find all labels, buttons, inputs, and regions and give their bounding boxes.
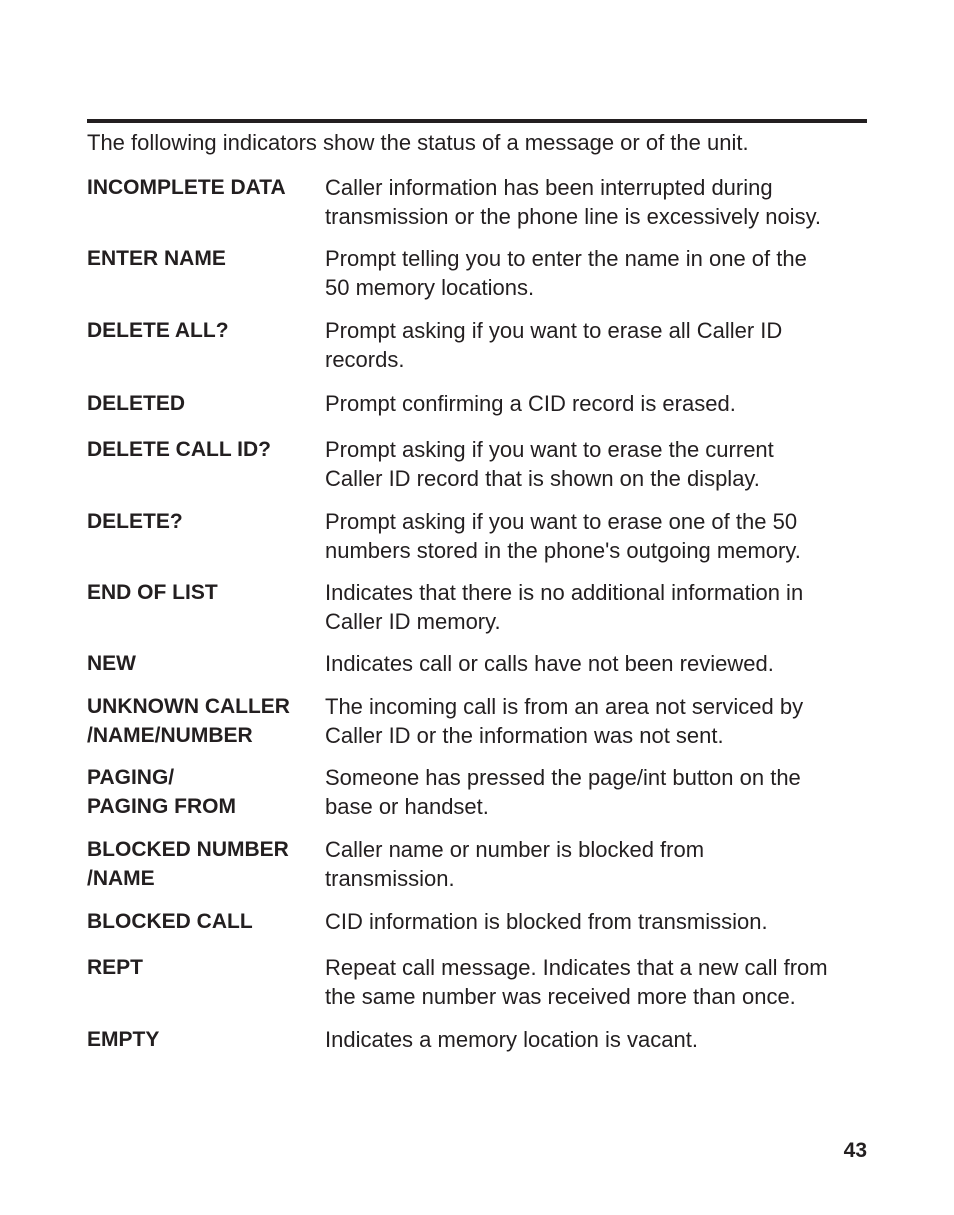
- page-number: 43: [843, 1139, 867, 1162]
- indicator-term: EMPTY: [87, 1028, 160, 1051]
- indicator-description: Indicates call or calls have not been reviewed.: [325, 651, 774, 676]
- top-rule: [87, 119, 867, 123]
- indicator-description: Repeat call message. Indicates that a new call from the same number was received more than once.: [325, 955, 828, 1009]
- intro-text: The following indicators show the status of a message or of the unit.: [87, 130, 749, 155]
- indicator-term: DELETE ALL?: [87, 319, 229, 342]
- indicator-term: DELETE CALL ID?: [87, 438, 271, 461]
- indicator-description: The incoming call is from an area not serviced by Caller ID or the information was not sent.: [325, 694, 804, 748]
- indicator-term: BLOCKED NUMBER /NAME: [87, 838, 289, 890]
- indicator-description: Prompt confirming a CID record is erased.: [325, 391, 736, 416]
- indicator-description: Caller name or number is blocked from transmission.: [325, 837, 705, 891]
- indicator-term: DELETED: [87, 392, 186, 415]
- indicator-term: END OF LIST: [87, 581, 218, 604]
- indicator-term: NEW: [87, 652, 136, 675]
- indicator-description: Prompt asking if you want to erase one of the 50 numbers stored in the phone's outgoing memory.: [325, 509, 801, 563]
- indicator-term: ENTER NAME: [87, 247, 226, 270]
- indicator-term: REPT: [87, 956, 144, 979]
- indicator-description: CID information is blocked from transmission.: [325, 909, 768, 934]
- indicator-term: DELETE?: [87, 510, 183, 533]
- indicator-description: Indicates that there is no additional information in Caller ID memory.: [325, 580, 804, 634]
- indicator-description: Someone has pressed the page/int button on the base or handset.: [325, 765, 801, 819]
- indicator-term: BLOCKED CALL: [87, 910, 253, 933]
- indicator-description: Indicates a memory location is vacant.: [325, 1027, 698, 1052]
- indicator-description: Prompt asking if you want to erase all Caller ID records.: [325, 318, 783, 372]
- indicator-description: Prompt telling you to enter the name in one of the 50 memory locations.: [325, 246, 807, 300]
- indicator-term: UNKNOWN CALLER /NAME/NUMBER: [87, 695, 290, 747]
- indicator-term: PAGING/ PAGING FROM: [87, 766, 236, 818]
- indicator-description: Caller information has been interrupted during transmission or the phone line is excessively noisy.: [325, 175, 822, 229]
- indicator-term: INCOMPLETE DATA: [87, 176, 286, 199]
- indicator-description: Prompt asking if you want to erase the current Caller ID record that is shown on the display.: [325, 437, 774, 491]
